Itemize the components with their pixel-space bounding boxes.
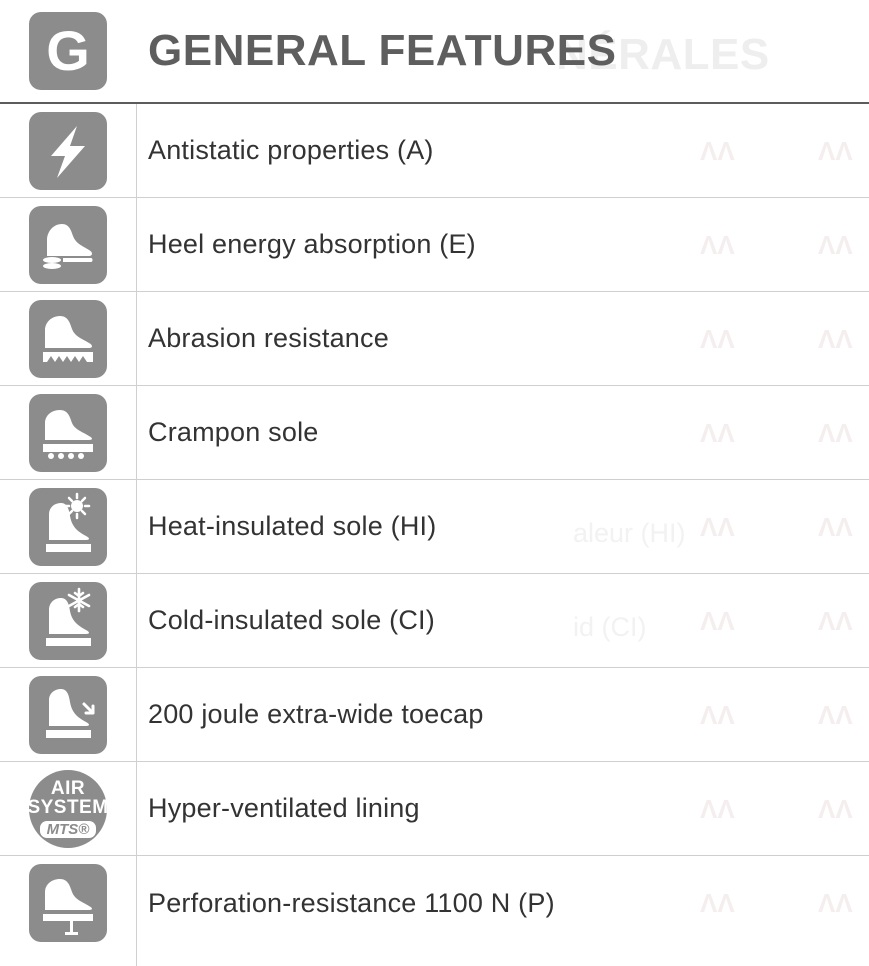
table-header <box>0 0 869 104</box>
ghost-mark: ɅɅ <box>700 324 735 354</box>
table-row <box>0 480 869 574</box>
feature-label: Heel energy absorption (E) <box>148 229 476 259</box>
table-row <box>0 574 869 668</box>
icon-cell <box>0 488 136 566</box>
boot-toecap-icon <box>29 676 107 754</box>
icon-cell <box>0 206 136 284</box>
feature-label: Hyper-ventilated lining <box>148 793 420 823</box>
icon-cell <box>0 770 136 848</box>
feature-label: Crampon sole <box>148 417 319 447</box>
feature-label: Antistatic properties (A) <box>148 135 434 165</box>
table-row <box>0 292 869 386</box>
feature-label: Heat-insulated sole (HI) <box>148 511 437 541</box>
table-row <box>0 762 869 856</box>
table-row <box>0 668 869 762</box>
ghost-title: NÉRALES <box>556 30 770 79</box>
ghost-mark: ɅɅ <box>818 512 853 542</box>
ghost-mark: ɅɅ <box>818 136 853 166</box>
ghost-mark: ɅɅ <box>818 794 853 824</box>
ghost-mark: ɅɅ <box>818 888 853 918</box>
feature-label: Abrasion resistance <box>148 323 389 353</box>
icon-cell <box>0 300 136 378</box>
icon-cell <box>0 676 136 754</box>
boot-crampon-sole-icon <box>29 394 107 472</box>
feature-label: 200 joule extra-wide toecap <box>148 699 484 729</box>
ghost-mark: ɅɅ <box>700 700 735 730</box>
antistatic-bolt-icon <box>29 112 107 190</box>
icon-cell <box>0 582 136 660</box>
icon-cell <box>0 864 136 942</box>
column-divider <box>136 104 137 966</box>
ghost-mark: ɅɅ <box>818 324 853 354</box>
ghost-mark: ɅɅ <box>818 606 853 636</box>
boot-cold-snowflake-icon <box>29 582 107 660</box>
ghost-mark: ɅɅ <box>818 418 853 448</box>
ghost-mark: ɅɅ <box>700 230 735 260</box>
header-icon-cell <box>0 12 136 90</box>
ghost-mark: ɅɅ <box>700 418 735 448</box>
table-row <box>0 856 869 950</box>
icon-cell <box>0 112 136 190</box>
ghost-mark: ɅɅ <box>700 136 735 166</box>
ghost-mark: ɅɅ <box>700 888 735 918</box>
ghost-mark: ɅɅ <box>700 606 735 636</box>
icon-cell <box>0 394 136 472</box>
air-system-mts-icon <box>29 770 107 848</box>
boot-heat-sun-icon <box>29 488 107 566</box>
ghost-row-label-5: aleur (HI) <box>573 518 686 548</box>
page-title: GENERAL FEATURES <box>148 26 617 75</box>
table-row <box>0 104 869 198</box>
boot-abrasion-sole-icon <box>29 300 107 378</box>
boot-perforation-nail-icon <box>29 864 107 942</box>
ghost-mark: ɅɅ <box>700 512 735 542</box>
general-badge-icon: G <box>29 12 107 90</box>
ghost-mark: ɅɅ <box>700 794 735 824</box>
air-system-text: AIR SYSTEM MTS® <box>27 778 109 838</box>
ghost-mark: ɅɅ <box>818 230 853 260</box>
feature-label: Cold-insulated sole (CI) <box>148 605 435 635</box>
ghost-row-label-6: id (CI) <box>573 612 647 642</box>
table-row <box>0 386 869 480</box>
feature-label: Perforation-resistance 1100 N (P) <box>148 887 555 918</box>
table-row <box>0 198 869 292</box>
ghost-mark: ɅɅ <box>818 700 853 730</box>
boot-heel-spring-icon <box>29 206 107 284</box>
